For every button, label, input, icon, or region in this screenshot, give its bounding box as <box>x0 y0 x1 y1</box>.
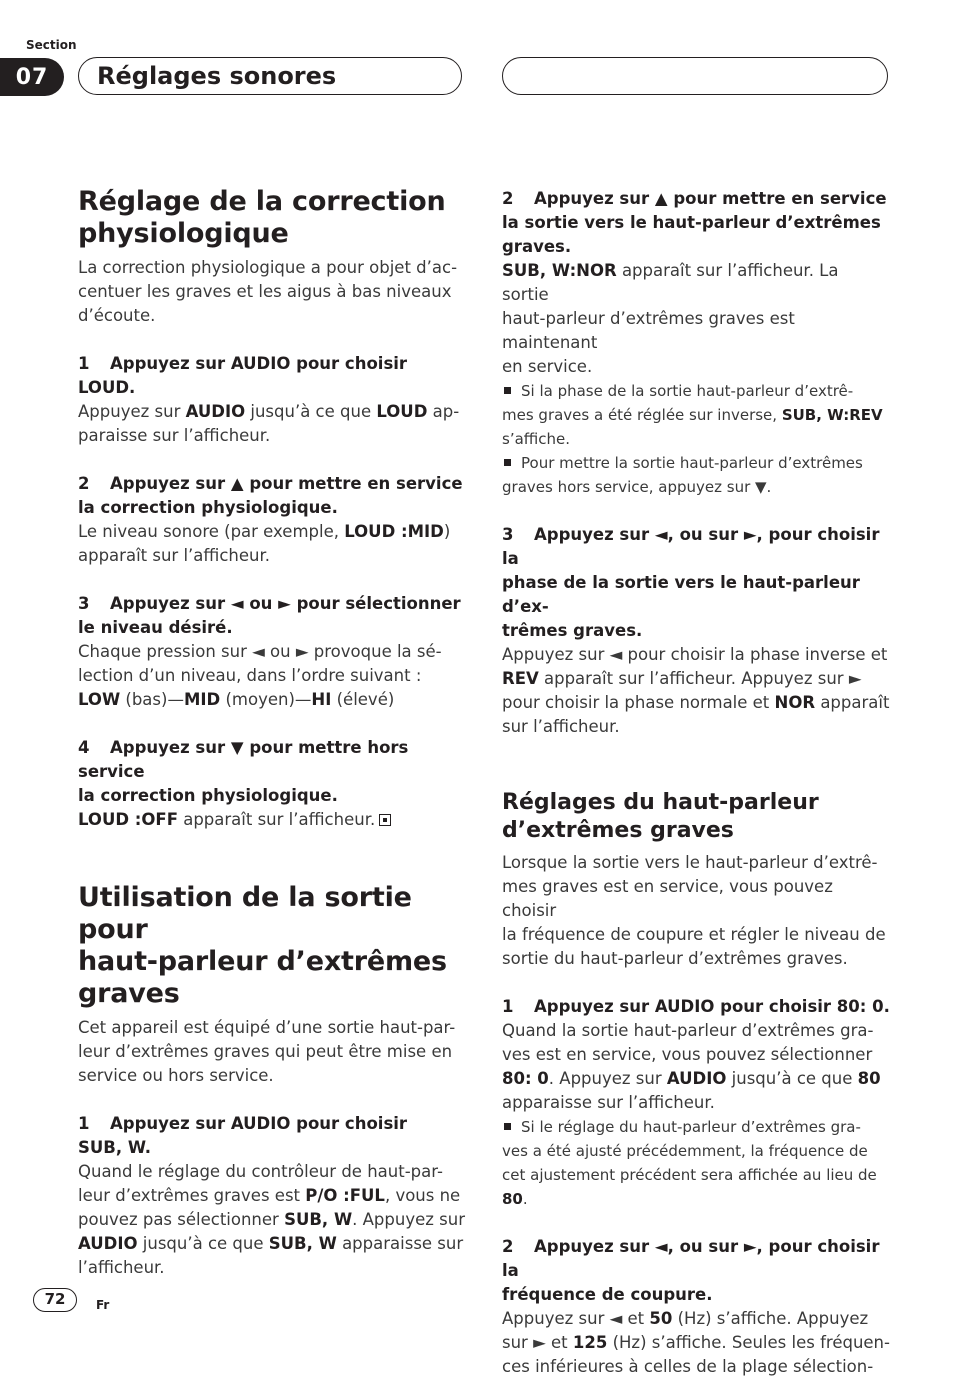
bullet-icon <box>504 1123 511 1130</box>
subwoofer-step-2: 2 Appuyez sur ▲ pour mettre en service la sortie vers le haut-parleur d’extrêmes graves. SUB, W:NOR apparaît sur l’afficheur. La sortie haut-parleur d’extrêmes graves est maintenant en service. Si la phase de la sortie haut-parleur d’extrê- mes graves a été réglée sur inverse, SUB, W:REV s’affiche. Pour mettre la sortie haut-parleur d’extrêmes graves hors service, appuyez sur ▼. <box>502 187 890 499</box>
bullet-icon <box>504 387 511 394</box>
note-previous-setting: Si le réglage du haut-parleur d’extrêmes gra- <box>502 1115 890 1139</box>
heading-subwoofer-output: Utilisation de la sortie pour haut-parleur d’extrêmes graves <box>78 882 447 1009</box>
subwoofer-settings-intro: Lorsque la sortie vers le haut-parleur d’extrê- mes graves est en service, vous pouvez choisir la fréquence de coupure et régler le niveau de sortie du haut-parleur d’extrêmes graves. <box>502 853 886 968</box>
subwoofer-step-1: 1 Appuyez sur AUDIO pour choisir SUB, W. Quand le réglage du contrôleur de haut-par- leur d’extrêmes graves est P/O :FUL, vous ne pouvez pas sélectionner SUB, W. Appuyez sur AUDIO jusqu’à ce que SUB, W apparaisse sur l’afficheur. <box>78 1114 465 1277</box>
note-output-off: Pour mettre la sortie haut-parleur d’extrêmes <box>502 451 890 475</box>
chapter-title: Réglages sonores <box>78 57 462 95</box>
section-number-tab: 07 <box>0 58 64 96</box>
page-number: 72 <box>33 1288 77 1312</box>
loudness-step-4: 4 Appuyez sur ▼ pour mettre hors service la correction physiologique. LOUD :OFF apparaît sur l’afficheur. <box>78 738 409 829</box>
loudness-step-2: 2 Appuyez sur ▲ pour mettre en service la correction physiologique. Le niveau sonore (par exemple, LOUD :MID) apparaît sur l’afficheur. <box>78 474 463 565</box>
subwoofer-settings-step-2: 2 Appuyez sur ◄, ou sur ►, pour choisir la fréquence de coupure. Appuyez sur ◄ et 50 (Hz) s’affiche. Appuyez sur ► et 125 (Hz) s’affiche. Seules les fréquen- ces inférieures à celles de la plage sélection- <box>502 1237 890 1376</box>
end-of-section-icon <box>379 814 391 826</box>
note-phase-reverse: Si la phase de la sortie haut-parleur d’extrê- <box>502 379 890 403</box>
subwoofer-intro: Cet appareil est équipé d’une sortie haut-par- leur d’extrêmes graves qui peut être mise en service ou hors service. <box>78 1018 456 1085</box>
loudness-intro: La correction physiologique a pour objet d’ac- centuer les graves et les aigus à bas niveaux d’écoute. <box>78 258 458 325</box>
subwoofer-step-3: 3 Appuyez sur ◄, ou sur ►, pour choisir la phase de la sortie vers le haut-parleur d’ex- trêmes graves. Appuyez sur ◄ pour choisir la phase inverse et REV apparaît sur l’afficheur. Appuyez sur ► pour choisir la phase normale et NOR apparaît sur l’afficheur. <box>502 525 890 736</box>
right-column <box>502 187 890 1379</box>
heading-subwoofer-settings: Réglages du haut-parleur d’extrêmes graves <box>502 790 819 843</box>
section-label: Section <box>26 38 77 52</box>
subwoofer-settings-step-1: 1 Appuyez sur AUDIO pour choisir 80: 0. Quand la sortie haut-parleur d’extrêmes gra- ves est en service, vous pouvez sélectionner 80: 0. Appuyez sur AUDIO jusqu’à ce que 80 apparaisse sur l’afficheur. Si le réglage du haut-parleur d’extrêmes gra- ves a été ajusté précédemment, la fréquence de cet ajustement précédent sera affichée au lieu de 80. <box>502 997 890 1208</box>
loudness-step-3: 3 Appuyez sur ◄ ou ► pour sélectionner le niveau désiré. Chaque pression sur ◄ ou ► provoque la sé- lection d’un niveau, dans l’ordre suivant : LOW (bas)—MID (moyen)—HI (élevé) <box>78 594 461 709</box>
header-empty-pill <box>502 57 888 95</box>
language-code: Fr <box>96 1298 110 1312</box>
bullet-icon <box>504 459 511 466</box>
left-column <box>78 186 466 1280</box>
loudness-step-1: 1 Appuyez sur AUDIO pour choisir LOUD. Appuyez sur AUDIO jusqu’à ce que LOUD ap- paraisse sur l’afficheur. <box>78 354 460 445</box>
heading-loudness: Réglage de la correction physiologique <box>78 186 446 249</box>
